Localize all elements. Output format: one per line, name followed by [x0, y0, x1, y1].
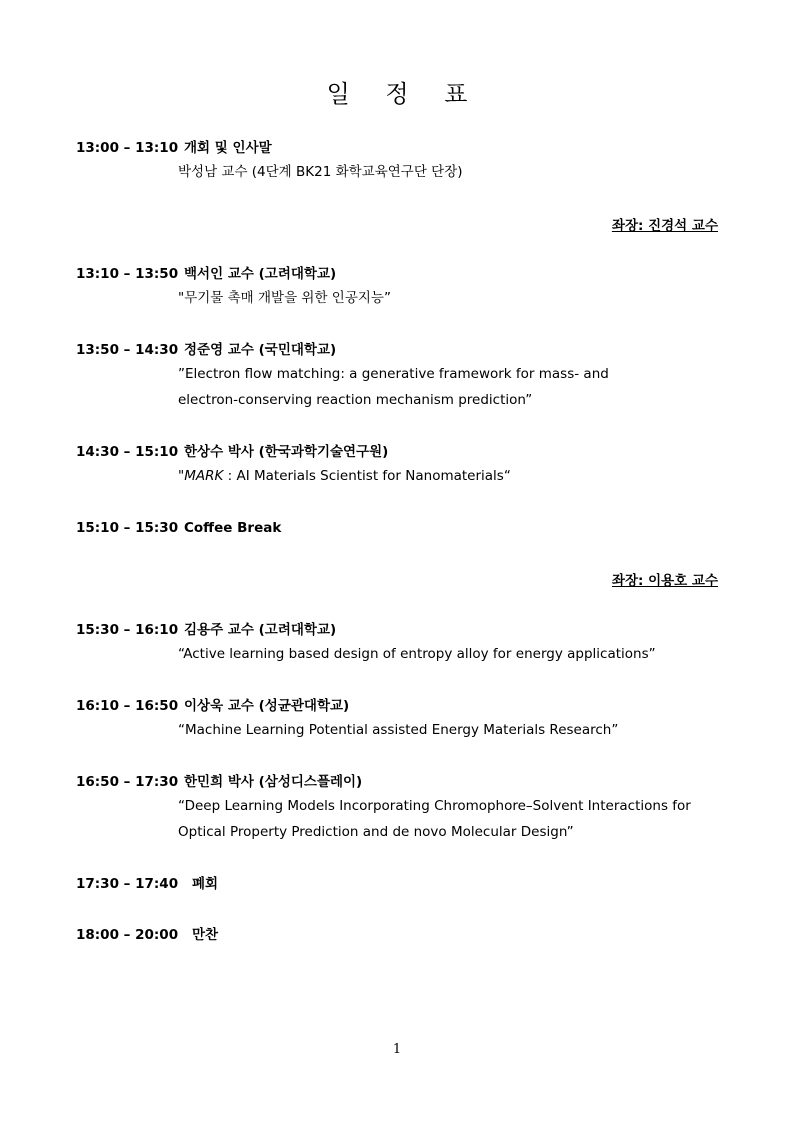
- session-heading: Coffee Break: [184, 520, 282, 536]
- time-slot: 14:30 – 15:10: [76, 444, 179, 460]
- mark-acronym: MARK: [184, 468, 224, 484]
- session-heading: 한상수 박사 (한국과학기술연구원): [184, 444, 389, 460]
- talk-title-line-1: ”Electron flow matching: a generative framework for mass- and: [178, 366, 609, 382]
- talk-title: “Machine Learning Potential assisted Energy Materials Research”: [178, 722, 619, 738]
- session-heading: 개회 및 인사말: [184, 140, 272, 156]
- session-heading: 만찬: [192, 927, 219, 943]
- page-number: 1: [392, 1042, 402, 1057]
- talk-title: “Active learning based design of entropy alloy for energy applications”: [178, 646, 656, 662]
- session-detail: 박성남 교수 (4단계 BK21 화학교육연구단 단장): [178, 164, 463, 180]
- session-heading: 이상욱 교수 (성균관대학교): [184, 698, 350, 714]
- time-slot: 13:10 – 13:50: [76, 266, 179, 282]
- chair-label: 좌장: 진경석 교수: [611, 218, 718, 234]
- time-slot: 15:30 – 16:10: [76, 622, 179, 638]
- time-slot: 16:50 – 17:30: [76, 774, 179, 790]
- session-heading: 정준영 교수 (국민대학교): [184, 342, 337, 358]
- chair-label: 좌장: 이용호 교수: [611, 573, 718, 589]
- session-heading: 폐회: [192, 876, 219, 892]
- talk-title-line-1: “Deep Learning Models Incorporating Chromophore–Solvent Interactions for: [178, 798, 691, 814]
- session-heading: 한민희 박사 (삼성디스플레이): [184, 774, 363, 790]
- talk-title-line-2: electron-conserving reaction mechanism prediction”: [178, 392, 533, 408]
- time-slot: 17:30 – 17:40: [76, 876, 179, 892]
- talk-title-rest: : AI Materials Scientist for Nanomaterials“: [223, 468, 511, 484]
- session-heading: 김용주 교수 (고려대학교): [184, 622, 337, 638]
- page-title: 일 정 표: [326, 80, 482, 108]
- talk-title: [178, 464, 718, 489]
- talk-title: "무기물 촉매 개발을 위한 인공지능”: [178, 290, 391, 306]
- time-slot: 15:10 – 15:30: [76, 520, 179, 536]
- quote-mark: ": [178, 468, 185, 484]
- talk-title-line-2: Optical Property Prediction and de novo Molecular Design”: [178, 824, 574, 840]
- time-slot: 13:50 – 14:30: [76, 342, 179, 358]
- session-heading: 백서인 교수 (고려대학교): [184, 266, 337, 282]
- time-slot: 16:10 – 16:50: [76, 698, 179, 714]
- time-slot: 18:00 – 20:00: [76, 927, 179, 943]
- time-slot: 13:00 – 13:10: [76, 140, 179, 156]
